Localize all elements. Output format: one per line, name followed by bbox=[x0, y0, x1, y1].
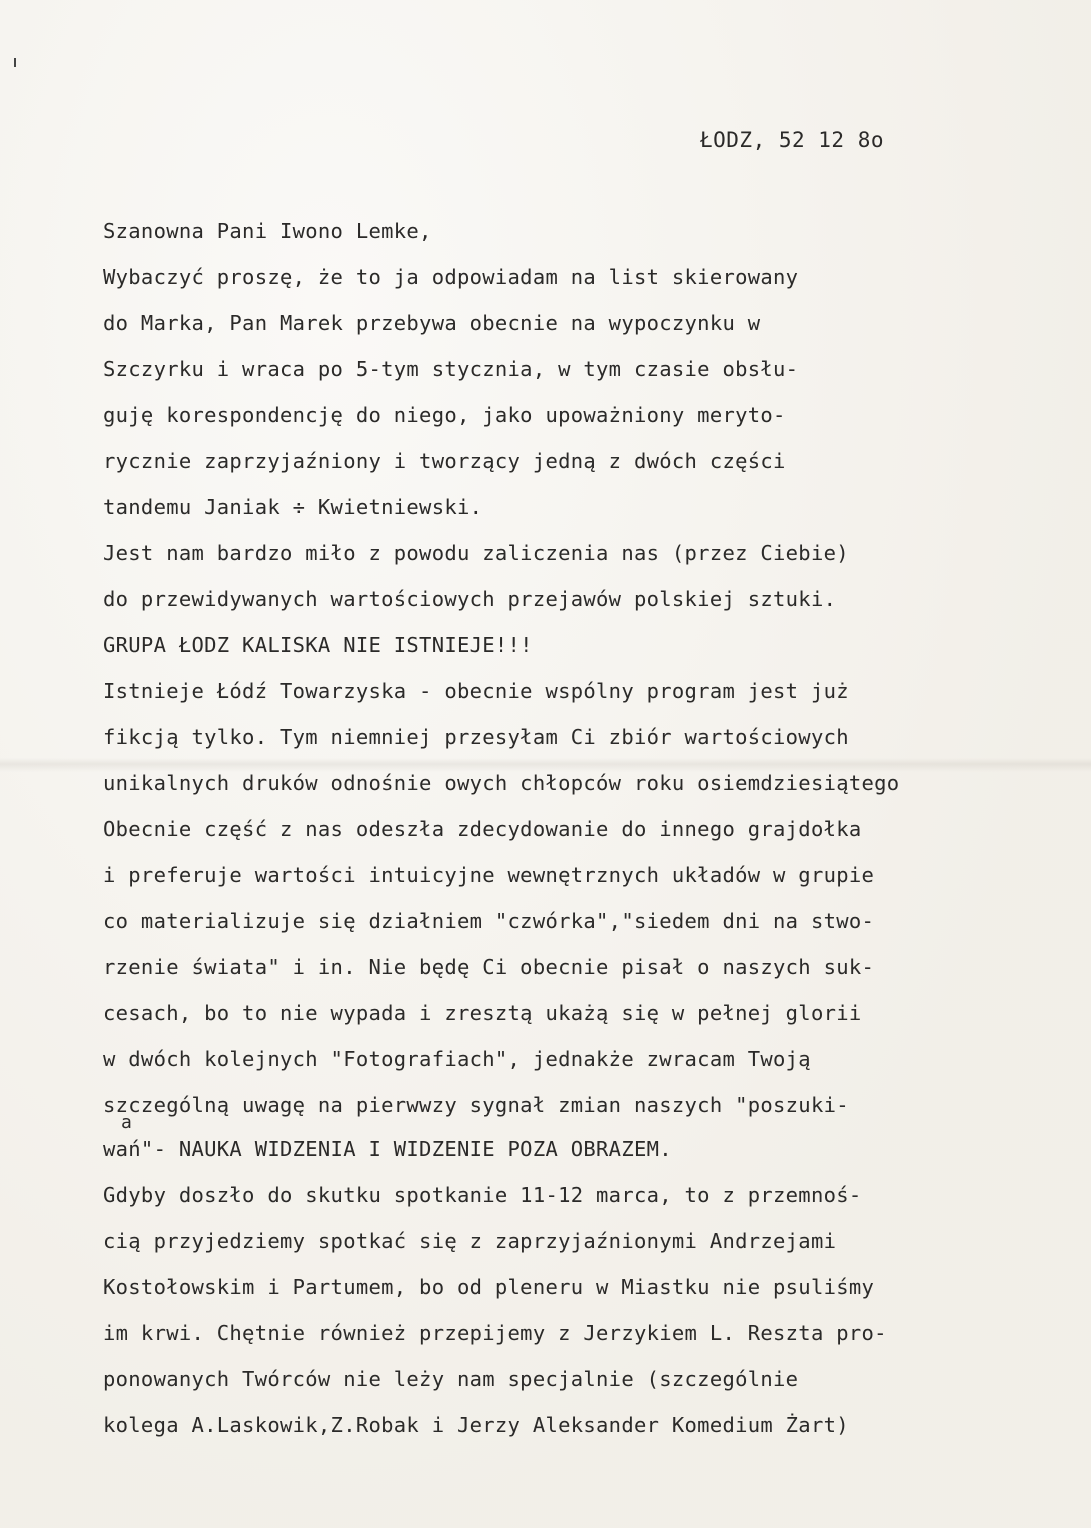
dateline: ŁODZ, 52 12 8o bbox=[700, 128, 885, 152]
edge-mark bbox=[14, 58, 16, 67]
letter-line: rzenie świata" i in. Nie będę Ci obecnie pisał o naszych suk- bbox=[103, 955, 875, 979]
letter-line: unikalnych druków odnośnie owych chłopców roku osiemdziesiątego bbox=[103, 771, 900, 795]
letter-line: do przewidywanych wartościowych przejawów polskiej sztuki. bbox=[103, 587, 837, 611]
letter-line: Jest nam bardzo miło z powodu zaliczenia nas (przez Ciebie) bbox=[103, 541, 849, 565]
letter-line: i preferuje wartości intuicyjne wewnętrznych układów w grupie bbox=[103, 863, 875, 887]
letter-line: Gdyby doszło do skutku spotkanie 11-12 marca, to z przemnoś- bbox=[103, 1183, 862, 1207]
letter-line: kolega A.Laskowik,Z.Robak i Jerzy Aleksander Komedium Żart) bbox=[103, 1413, 849, 1437]
letter-line: GRUPA ŁODZ KALISKA NIE ISTNIEJE!!! bbox=[103, 633, 533, 657]
letter-line: cesach, bo to nie wypada i zresztą ukażą się w pełnej glorii bbox=[103, 1001, 862, 1025]
letter-line: im krwi. Chętnie również przepijemy z Jerzykiem L. Reszta pro- bbox=[103, 1321, 887, 1345]
letter-line: wań"- NAUKA WIDZENIA I WIDZENIE POZA OBRAZEM. bbox=[103, 1137, 672, 1161]
letter-line: Szczyrku i wraca po 5-tym stycznia, w tym czasie obsłu- bbox=[103, 357, 799, 381]
letter-line: fikcją tylko. Tym niemniej przesyłam Ci zbiór wartościowych bbox=[103, 725, 849, 749]
letter-line: Kostołowskim i Partumem, bo od pleneru w Miastku nie psuliśmy bbox=[103, 1275, 875, 1299]
letter-line: Obecnie część z nas odeszła zdecydowanie do innego grajdołka bbox=[103, 817, 862, 841]
salutation-line: Szanowna Pani Iwono Lemke, bbox=[103, 219, 432, 243]
letter-line: Wybaczyć proszę, że to ja odpowiadam na list skierowany bbox=[103, 265, 799, 289]
letter-line: tandemu Janiak ÷ Kwietniewski. bbox=[103, 495, 483, 519]
letter-line: ponowanych Twórców nie leży nam specjalnie (szczególnie bbox=[103, 1367, 799, 1391]
letter-line: szczególną uwagę na pierwwzy sygnał zmian naszych "poszuki- bbox=[103, 1093, 849, 1117]
letter-line: Istnieje Łódź Towarzyska - obecnie wspólny program jest już bbox=[103, 679, 849, 703]
letter-body bbox=[103, 208, 1063, 1448]
typed-correction-superscript: a bbox=[121, 1112, 132, 1133]
letter-line: w dwóch kolejnych "Fotografiach", jednakże zwracam Twoją bbox=[103, 1047, 811, 1071]
letter-line: guję korespondencję do niego, jako upoważniony meryto- bbox=[103, 403, 786, 427]
letter-line: do Marka, Pan Marek przebywa obecnie na wypoczynku w bbox=[103, 311, 761, 335]
letter-line: cią przyjedziemy spotkać się z zaprzyjaźnionymi Andrzejami bbox=[103, 1229, 837, 1253]
letter-line: rycznie zaprzyjaźniony i tworzący jedną z dwóch części bbox=[103, 449, 786, 473]
letter-line: co materializuje się działniem "czwórka","siedem dni na stwo- bbox=[103, 909, 875, 933]
